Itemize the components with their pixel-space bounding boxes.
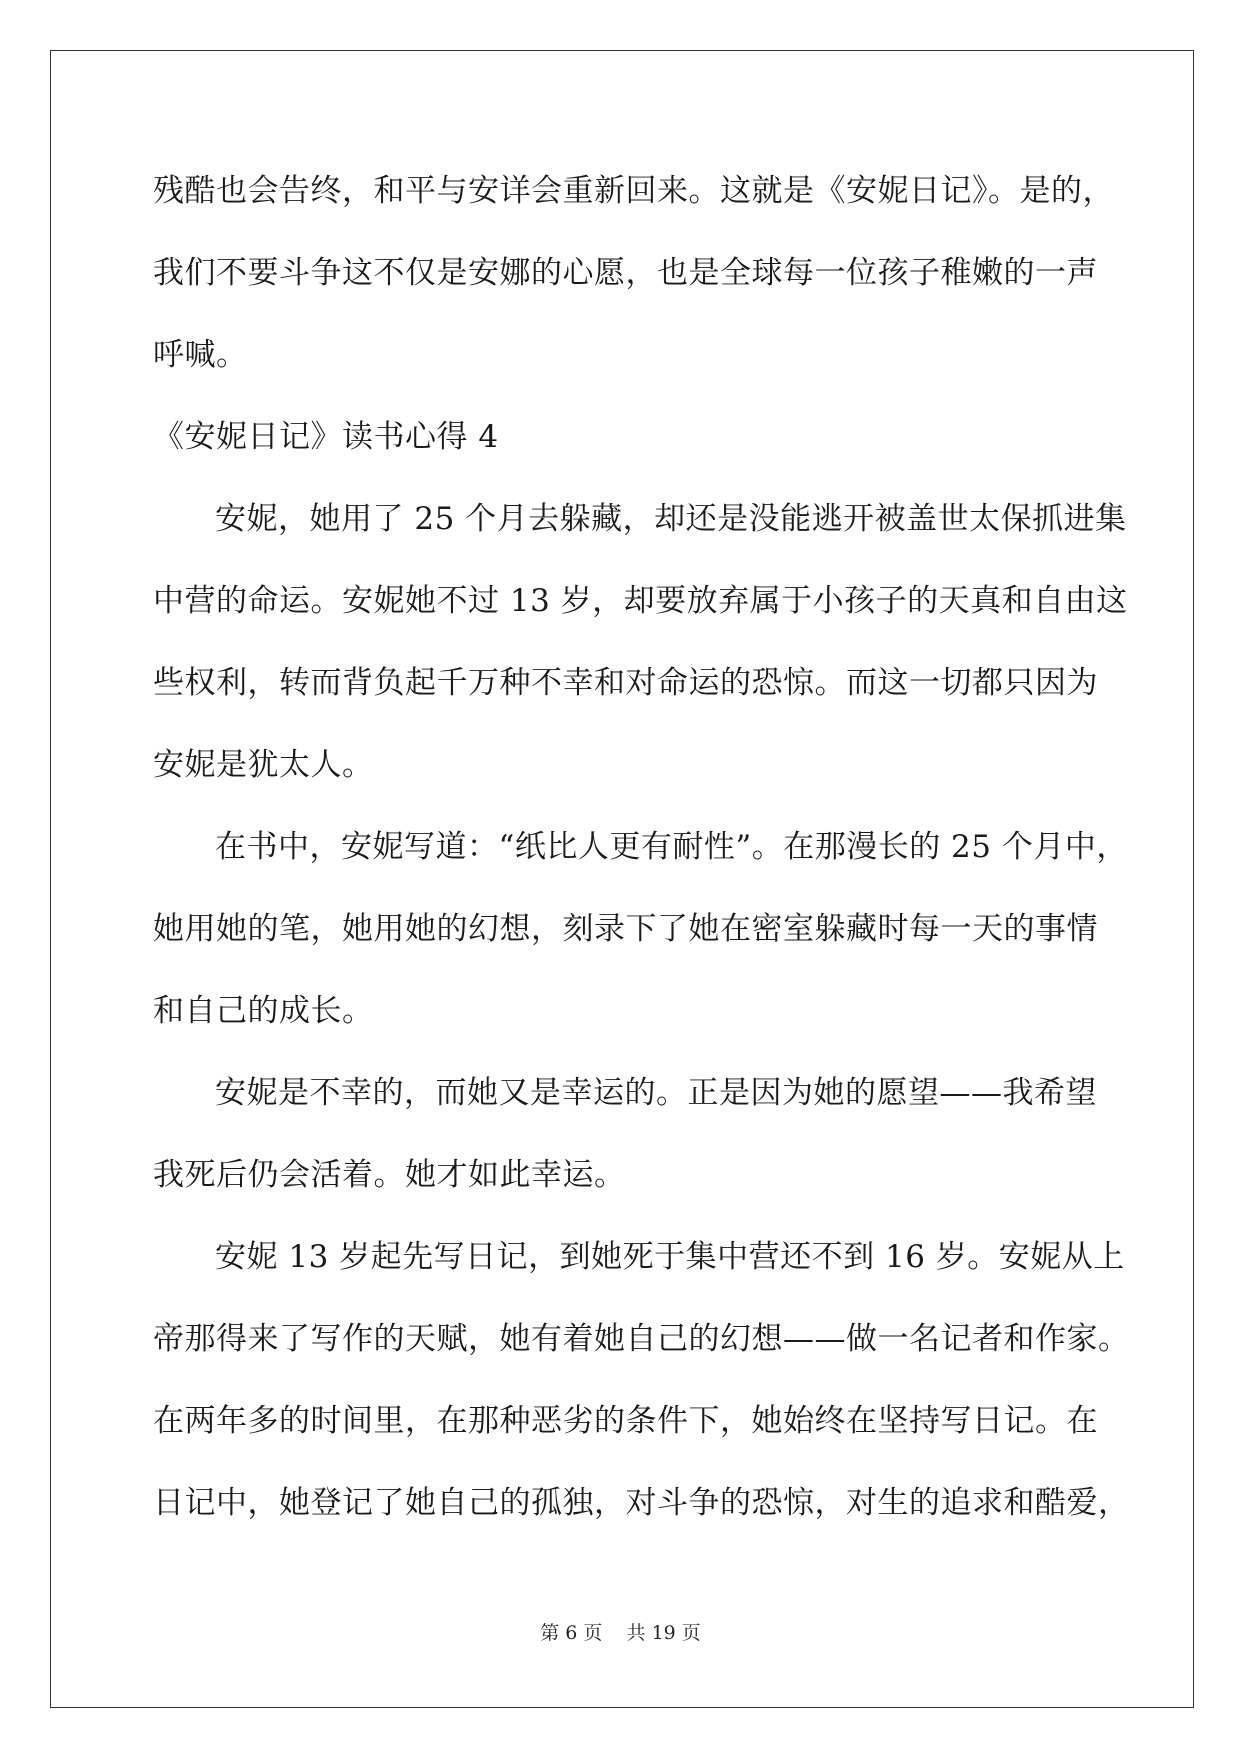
- text-line: 她用她的笔，她用她的幻想，刻录下了她在密室躲藏时每一天的事情: [153, 911, 1098, 947]
- page-footer: [0, 1618, 1241, 1645]
- text-line: 我们不要斗争这不仅是安娜的心愿，也是全球每一位孩子稚嫩的一声: [153, 255, 1098, 291]
- section-heading: 《安妮日记》读书心得 4: [153, 419, 499, 455]
- text-line: 中营的命运。安妮她不过 13 岁，却要放弃属于小孩子的天真和自由这: [153, 583, 1128, 619]
- text-line: 呼喊。: [153, 337, 248, 373]
- page-total: 共 19 页: [626, 1622, 701, 1644]
- text-line: 和自己的成长。: [153, 993, 374, 1029]
- text-line: 安妮是不幸的，而她又是幸运的。正是因为她的愿望——我希望: [215, 1075, 1097, 1111]
- document-body: [153, 160, 1130, 1554]
- text-line: 日记中，她登记了她自己的孤独，对斗争的恐惊，对生的追求和酷爱，: [153, 1485, 1130, 1521]
- page-number: 第 6 页: [540, 1622, 603, 1644]
- text-line: 帝那得来了写作的天赋，她有着她自己的幻想——做一名记者和作家。: [153, 1321, 1130, 1357]
- text-line: 安妮是犹太人。: [153, 747, 374, 783]
- text-line: 在两年多的时间里，在那种恶劣的条件下，她始终在坚持写日记。在: [153, 1403, 1098, 1439]
- text-line: 在书中，安妮写道：“纸比人更有耐性”。在那漫长的 25 个月中，: [215, 829, 1128, 865]
- text-line: 我死后仍会活着。她才如此幸运。: [153, 1157, 626, 1193]
- text-line: 安妮，她用了 25 个月去躲藏，却还是没能逃开被盖世太保抓进集: [215, 501, 1127, 537]
- text-line: 安妮 13 岁起先写日记，到她死于集中营还不到 16 岁。安妮从上: [215, 1239, 1125, 1275]
- text-line: 残酷也会告终，和平与安详会重新回来。这就是《安妮日记》。是的，: [153, 173, 1114, 209]
- text-line: 些权利，转而背负起千万种不幸和对命运的恐惊。而这一切都只因为: [153, 665, 1098, 701]
